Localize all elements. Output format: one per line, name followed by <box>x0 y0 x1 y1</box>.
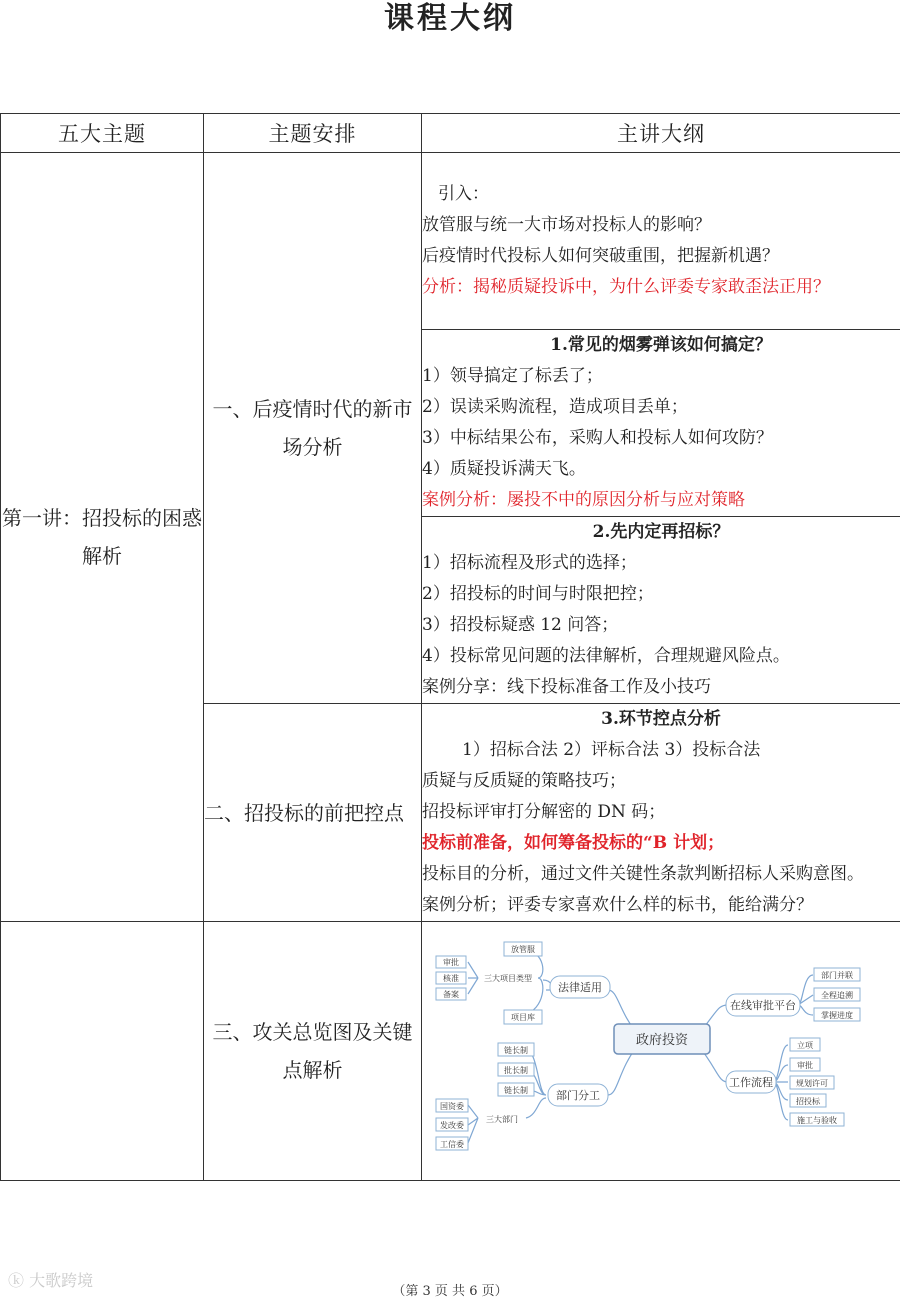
header-arrangement: 主题安排 <box>204 114 422 153</box>
mindmap-connector <box>468 962 478 994</box>
table-row <box>1 153 900 330</box>
mindmap-label-workflow: 工作流程 <box>729 1075 773 1089</box>
government-investment-mindmap <box>428 930 890 1170</box>
mindmap-label-record: 备案 <box>443 989 459 999</box>
header-outline: 主讲大纲 <box>422 114 900 153</box>
mindmap-connector <box>468 1105 478 1143</box>
section3-cell <box>422 704 900 922</box>
section2-item: 1）招标流程及形式的选择； <box>422 548 900 579</box>
intro-line: 后疫情时代投标人如何突破重围，把握新机遇？ <box>422 241 900 272</box>
section1-item: 3）中标结果公布，采购人和投标人如何攻防？ <box>422 423 900 454</box>
mindmap-label-commission: 国资委 <box>440 1101 464 1111</box>
intro-cell <box>422 153 900 330</box>
section2-cell <box>422 517 900 704</box>
mindmap-label-verify: 核准 <box>443 973 459 983</box>
arrangement-2-label: 二、招投标的前把控点 <box>204 801 404 825</box>
section3-bplan: 投标前准备，如何筹备投标的“B 计划； <box>422 828 900 859</box>
section3-item: 招投标评审打分解密的 DN 码； <box>422 797 900 828</box>
section3-heading: 3.环节控点分析 <box>422 704 900 735</box>
mindmap-label-law: 法律适用 <box>558 980 602 994</box>
mindmap-label-chain: 批长制 <box>504 1065 528 1075</box>
section3-sub: 1）招标合法 2）评标合法 3）投标合法 <box>422 735 900 766</box>
mindmap-label-three-depts: 三大部门 <box>486 1114 518 1124</box>
mindmap-label-online-item: 全程追溯 <box>821 990 853 1000</box>
mindmap-label-fangguanfu: 放管服 <box>511 944 535 954</box>
mindmap-label-workflow-item: 施工与验收 <box>797 1115 837 1125</box>
topic-lecture-1-label: 第一讲：招投标的困惑解析 <box>2 506 202 568</box>
mindmap-label-approve: 审批 <box>443 957 459 967</box>
mindmap-label-workflow-item: 招投标 <box>796 1096 821 1106</box>
section3-item: 质疑与反质疑的策略技巧； <box>422 766 900 797</box>
intro-line: 引入： <box>422 179 900 210</box>
mindmap-label-chain: 链长制 <box>504 1045 528 1055</box>
mindmap-label-project-lib: 项目库 <box>511 1012 535 1022</box>
mindmap-cell <box>422 922 900 1181</box>
mindmap-label-chain: 链长制 <box>504 1085 528 1095</box>
table-header-row <box>1 114 900 153</box>
section3-purpose: 投标目的分析，通过文件关键性条款判断招标人采购意图。 <box>422 859 900 890</box>
section1-case: 案例分析：屡投不中的原因分析与应对策略 <box>422 485 900 516</box>
intro-analysis: 分析：揭秘质疑投诉中，为什么评委专家敢歪法正用？ <box>422 272 900 303</box>
arrangement-3-label: 三、攻关总览图及关键点解析 <box>213 1020 413 1082</box>
mindmap-label-online: 在线审批平台 <box>730 998 796 1012</box>
page-title: 课程大纲 <box>0 0 900 38</box>
mindmap-center-label: 政府投资 <box>636 1032 689 1048</box>
topic-lecture-1 <box>1 153 204 922</box>
mindmap-connector <box>798 975 813 1015</box>
page-footer: （第 3 页 共 6 页） <box>0 1280 900 1299</box>
section2-heading: 2.先内定再招标？ <box>422 517 900 548</box>
mindmap-label-online-item: 部门并联 <box>821 970 853 980</box>
arrangement-2 <box>204 704 422 922</box>
section1-heading: 1.常见的烟雾弹该如何搞定？ <box>422 330 900 361</box>
section3-case: 案例分析；评委专家喜欢什么样的标书，能给满分？ <box>422 890 900 921</box>
topic-empty-cell <box>1 922 204 1181</box>
intro-line: 放管服与统一大市场对投标人的影响？ <box>422 210 900 241</box>
section1-item: 1）领导搞定了标丢了； <box>422 361 900 392</box>
arrangement-1-label: 一、后疫情时代的新市场分析 <box>213 397 413 459</box>
watermark-text: 大歌跨境 <box>29 1271 93 1290</box>
header-topics: 五大主题 <box>1 114 204 153</box>
mindmap-label-dept: 部门分工 <box>556 1088 600 1102</box>
section1-cell <box>422 330 900 517</box>
section2-item: 4）投标常见问题的法律解析，合理规避风险点。 <box>422 641 900 672</box>
watermark-logo-icon: ⓚ <box>8 1271 24 1290</box>
section1-item: 4）质疑投诉满天飞。 <box>422 454 900 485</box>
mindmap-label-workflow-item: 规划许可 <box>796 1078 828 1088</box>
mindmap-label-online-item: 掌握进度 <box>821 1010 853 1020</box>
mindmap-label-three-types: 三大项目类型 <box>484 973 532 983</box>
arrangement-1 <box>204 153 422 704</box>
mindmap-label-commission: 发改委 <box>440 1120 464 1130</box>
arrangement-3 <box>204 922 422 1181</box>
course-outline-table <box>0 113 900 1181</box>
mindmap-label-commission: 工信委 <box>440 1139 464 1149</box>
table-row <box>1 922 900 1181</box>
section2-item: 3）招投标疑惑 12 问答； <box>422 610 900 641</box>
section1-item: 2）误读采购流程，造成项目丢单； <box>422 392 900 423</box>
mindmap-label-workflow-item: 立项 <box>797 1040 814 1050</box>
mindmap-connector <box>523 978 543 1015</box>
mindmap-label-workflow-item: 审批 <box>797 1060 813 1070</box>
section2-case: 案例分享：线下投标准备工作及小技巧 <box>422 672 900 703</box>
section2-item: 2）招投标的时间与时限把控； <box>422 579 900 610</box>
